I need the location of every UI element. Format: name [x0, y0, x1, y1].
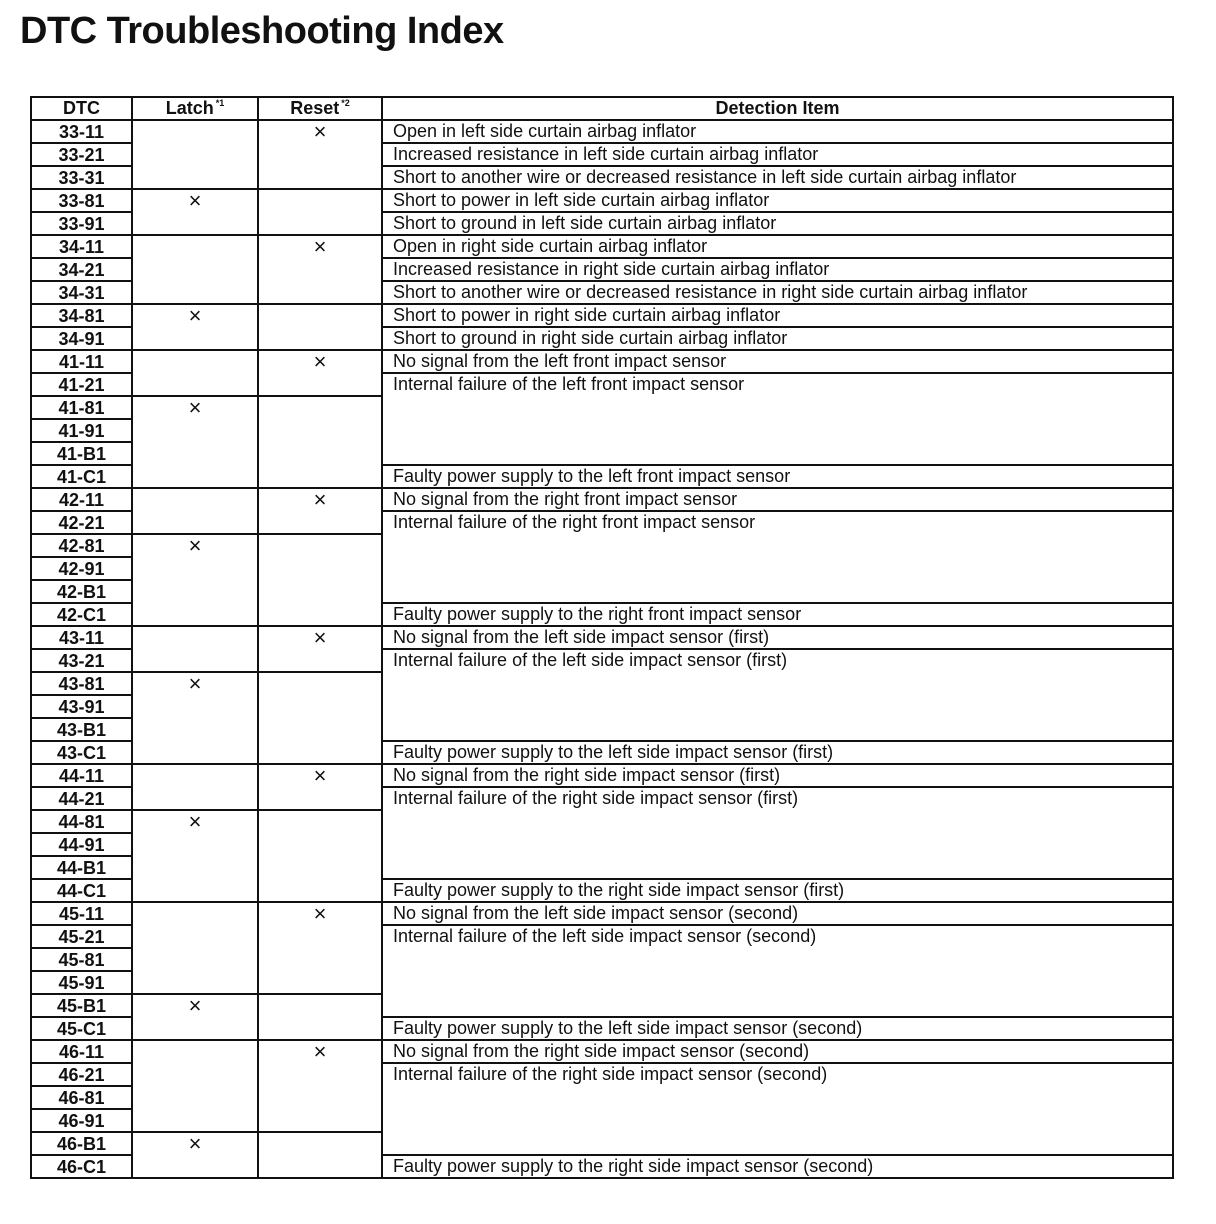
dtc-code: 34-21	[31, 258, 132, 281]
table-row	[31, 856, 1173, 879]
dtc-code: 44-81	[31, 810, 132, 833]
detection-item: Open in right side curtain airbag inflator	[382, 235, 1173, 258]
table-row	[31, 258, 1173, 281]
latch-mark	[132, 948, 258, 971]
latch-mark	[132, 281, 258, 304]
detection-item: Internal failure of the right side impact sensor (second)	[382, 1063, 1173, 1086]
dtc-code: 44-91	[31, 833, 132, 856]
dtc-code: 43-11	[31, 626, 132, 649]
header-dtc	[31, 97, 132, 120]
reset-mark	[258, 511, 382, 534]
dtc-code: 46-C1	[31, 1155, 132, 1178]
dtc-code: 44-B1	[31, 856, 132, 879]
dtc-code: 42-C1	[31, 603, 132, 626]
table-row	[31, 281, 1173, 304]
dtc-code: 46-81	[31, 1086, 132, 1109]
latch-mark	[132, 695, 258, 718]
dtc-code: 41-B1	[31, 442, 132, 465]
reset-mark	[258, 741, 382, 764]
latch-mark	[132, 626, 258, 649]
table-row	[31, 902, 1173, 925]
table-row	[31, 189, 1173, 212]
latch-mark: ×	[132, 1132, 258, 1155]
detection-item	[382, 833, 1173, 856]
detection-item: No signal from the left side impact sensor (first)	[382, 626, 1173, 649]
dtc-code: 42-21	[31, 511, 132, 534]
dtc-code: 45-91	[31, 971, 132, 994]
table-body	[31, 120, 1173, 1178]
dtc-code: 41-C1	[31, 465, 132, 488]
dtc-code: 46-B1	[31, 1132, 132, 1155]
dtc-code: 34-31	[31, 281, 132, 304]
table-row	[31, 764, 1173, 787]
latch-mark	[132, 327, 258, 350]
reset-mark	[258, 1017, 382, 1040]
header-detection-item	[382, 97, 1173, 120]
detection-item: Short to ground in left side curtain airbag inflator	[382, 212, 1173, 235]
table-row	[31, 925, 1173, 948]
table-row	[31, 557, 1173, 580]
reset-mark	[258, 948, 382, 971]
table-row	[31, 511, 1173, 534]
table-row	[31, 879, 1173, 902]
dtc-code: 33-21	[31, 143, 132, 166]
dtc-code: 43-81	[31, 672, 132, 695]
table-row	[31, 143, 1173, 166]
table-row	[31, 695, 1173, 718]
table-row	[31, 649, 1173, 672]
reset-mark	[258, 327, 382, 350]
table-row	[31, 741, 1173, 764]
detection-item: Short to another wire or decreased resistance in right side curtain airbag inflator	[382, 281, 1173, 304]
reset-mark	[258, 304, 382, 327]
latch-mark	[132, 143, 258, 166]
latch-mark	[132, 373, 258, 396]
table-row	[31, 488, 1173, 511]
table-row	[31, 994, 1173, 1017]
latch-mark: ×	[132, 304, 258, 327]
detection-item: Short to power in left side curtain airbag inflator	[382, 189, 1173, 212]
table-row	[31, 396, 1173, 419]
latch-mark	[132, 442, 258, 465]
reset-mark	[258, 603, 382, 626]
dtc-code: 46-21	[31, 1063, 132, 1086]
reset-mark	[258, 189, 382, 212]
page-title: DTC Troubleshooting Index	[20, 10, 504, 52]
dtc-code: 33-81	[31, 189, 132, 212]
detection-item: Short to another wire or decreased resistance in left side curtain airbag inflator	[382, 166, 1173, 189]
table-row	[31, 948, 1173, 971]
latch-mark	[132, 212, 258, 235]
table-row	[31, 212, 1173, 235]
table-row	[31, 166, 1173, 189]
latch-mark	[132, 419, 258, 442]
detection-item	[382, 971, 1173, 994]
latch-mark: ×	[132, 994, 258, 1017]
detection-item: Faulty power supply to the left side impact sensor (second)	[382, 1017, 1173, 1040]
dtc-code: 46-91	[31, 1109, 132, 1132]
latch-mark: ×	[132, 396, 258, 419]
detection-item: No signal from the right front impact sensor	[382, 488, 1173, 511]
reset-mark	[258, 718, 382, 741]
latch-mark	[132, 258, 258, 281]
detection-item	[382, 718, 1173, 741]
table-row	[31, 120, 1173, 143]
dtc-code: 34-11	[31, 235, 132, 258]
header-reset	[258, 97, 382, 120]
reset-mark	[258, 442, 382, 465]
reset-mark	[258, 534, 382, 557]
dtc-code: 41-81	[31, 396, 132, 419]
dtc-index-table	[30, 96, 1174, 1179]
reset-mark	[258, 143, 382, 166]
latch-mark	[132, 925, 258, 948]
detection-item	[382, 994, 1173, 1017]
dtc-code: 42-11	[31, 488, 132, 511]
detection-item	[382, 534, 1173, 557]
table-row	[31, 327, 1173, 350]
reset-mark: ×	[258, 1040, 382, 1063]
reset-mark	[258, 971, 382, 994]
latch-mark: ×	[132, 810, 258, 833]
latch-mark	[132, 1155, 258, 1178]
reset-mark	[258, 672, 382, 695]
latch-mark	[132, 557, 258, 580]
detection-item: No signal from the right side impact sensor (first)	[382, 764, 1173, 787]
header-detection-item-label: Detection Item	[715, 98, 840, 118]
reset-mark	[258, 856, 382, 879]
dtc-code: 44-C1	[31, 879, 132, 902]
reset-mark: ×	[258, 902, 382, 925]
reset-mark	[258, 810, 382, 833]
reset-mark	[258, 879, 382, 902]
detection-item: Internal failure of the left side impact sensor (second)	[382, 925, 1173, 948]
reset-mark	[258, 281, 382, 304]
detection-item	[382, 396, 1173, 419]
reset-mark	[258, 994, 382, 1017]
reset-mark	[258, 212, 382, 235]
latch-mark	[132, 603, 258, 626]
table-row	[31, 465, 1173, 488]
dtc-code: 43-91	[31, 695, 132, 718]
dtc-code: 43-B1	[31, 718, 132, 741]
table-row	[31, 419, 1173, 442]
table-row	[31, 350, 1173, 373]
dtc-code: 43-21	[31, 649, 132, 672]
detection-item	[382, 810, 1173, 833]
dtc-code: 44-21	[31, 787, 132, 810]
dtc-code: 33-91	[31, 212, 132, 235]
latch-mark	[132, 833, 258, 856]
dtc-code: 34-91	[31, 327, 132, 350]
reset-mark	[258, 833, 382, 856]
detection-item: Internal failure of the left side impact sensor (first)	[382, 649, 1173, 672]
header-dtc-label: DTC	[63, 98, 100, 118]
detection-item	[382, 856, 1173, 879]
reset-mark	[258, 166, 382, 189]
table-row	[31, 534, 1173, 557]
header-reset-label: Reset	[290, 98, 340, 118]
latch-mark	[132, 787, 258, 810]
table-row	[31, 1086, 1173, 1109]
dtc-code: 45-B1	[31, 994, 132, 1017]
dtc-code: 34-81	[31, 304, 132, 327]
reset-mark: ×	[258, 764, 382, 787]
detection-item	[382, 419, 1173, 442]
reset-mark	[258, 396, 382, 419]
detection-item: Internal failure of the right side impact sensor (first)	[382, 787, 1173, 810]
dtc-code: 41-21	[31, 373, 132, 396]
latch-mark	[132, 764, 258, 787]
dtc-code: 45-11	[31, 902, 132, 925]
table-row	[31, 672, 1173, 695]
table-row	[31, 1040, 1173, 1063]
reset-mark: ×	[258, 120, 382, 143]
table-row	[31, 442, 1173, 465]
detection-item	[382, 695, 1173, 718]
detection-item	[382, 948, 1173, 971]
latch-mark	[132, 1109, 258, 1132]
table-row	[31, 810, 1173, 833]
latch-mark	[132, 856, 258, 879]
reset-mark	[258, 1109, 382, 1132]
detection-item: Short to power in right side curtain airbag inflator	[382, 304, 1173, 327]
detection-item: No signal from the right side impact sensor (second)	[382, 1040, 1173, 1063]
detection-item: Internal failure of the left front impact sensor	[382, 373, 1173, 396]
reset-mark	[258, 373, 382, 396]
latch-mark	[132, 971, 258, 994]
latch-mark	[132, 879, 258, 902]
latch-mark	[132, 1017, 258, 1040]
detection-item: Faulty power supply to the left side impact sensor (first)	[382, 741, 1173, 764]
dtc-code: 41-91	[31, 419, 132, 442]
table-row	[31, 580, 1173, 603]
reset-mark: ×	[258, 626, 382, 649]
reset-mark	[258, 787, 382, 810]
detection-item	[382, 1109, 1173, 1132]
reset-mark	[258, 695, 382, 718]
table-row	[31, 1132, 1173, 1155]
table-row	[31, 373, 1173, 396]
detection-item	[382, 1086, 1173, 1109]
dtc-code: 45-C1	[31, 1017, 132, 1040]
latch-mark	[132, 649, 258, 672]
detection-item	[382, 672, 1173, 695]
reset-mark	[258, 580, 382, 603]
header-latch	[132, 97, 258, 120]
latch-mark	[132, 511, 258, 534]
reset-mark	[258, 1132, 382, 1155]
detection-item: No signal from the left side impact sensor (second)	[382, 902, 1173, 925]
latch-mark	[132, 741, 258, 764]
latch-mark: ×	[132, 534, 258, 557]
reset-mark	[258, 1086, 382, 1109]
detection-item: Internal failure of the right front impact sensor	[382, 511, 1173, 534]
dtc-code: 45-21	[31, 925, 132, 948]
dtc-code: 42-91	[31, 557, 132, 580]
dtc-code: 33-31	[31, 166, 132, 189]
reset-mark: ×	[258, 235, 382, 258]
reset-mark	[258, 1063, 382, 1086]
detection-item: Short to ground in right side curtain airbag inflator	[382, 327, 1173, 350]
reset-mark	[258, 1155, 382, 1178]
reset-mark: ×	[258, 488, 382, 511]
detection-item: Faulty power supply to the right side impact sensor (second)	[382, 1155, 1173, 1178]
reset-mark	[258, 419, 382, 442]
table-row	[31, 787, 1173, 810]
latch-footnote-mark: *1	[215, 98, 225, 108]
detection-item: Faulty power supply to the left front impact sensor	[382, 465, 1173, 488]
reset-mark	[258, 649, 382, 672]
latch-mark	[132, 1063, 258, 1086]
table-row	[31, 833, 1173, 856]
header-latch-label: Latch	[165, 98, 214, 118]
detection-item: Increased resistance in right side curtain airbag inflator	[382, 258, 1173, 281]
latch-mark	[132, 166, 258, 189]
latch-mark	[132, 1086, 258, 1109]
reset-mark: ×	[258, 350, 382, 373]
reset-footnote-mark: *2	[341, 98, 350, 108]
table-row	[31, 1063, 1173, 1086]
table-row	[31, 235, 1173, 258]
latch-mark	[132, 120, 258, 143]
detection-item: Open in left side curtain airbag inflator	[382, 120, 1173, 143]
latch-mark	[132, 718, 258, 741]
table-row	[31, 718, 1173, 741]
table-row	[31, 971, 1173, 994]
table-header-row	[31, 97, 1173, 120]
dtc-code: 46-11	[31, 1040, 132, 1063]
latch-mark	[132, 580, 258, 603]
dtc-code: 43-C1	[31, 741, 132, 764]
table-row	[31, 603, 1173, 626]
table-row	[31, 304, 1173, 327]
dtc-code: 41-11	[31, 350, 132, 373]
reset-mark	[258, 925, 382, 948]
latch-mark: ×	[132, 189, 258, 212]
dtc-code: 44-11	[31, 764, 132, 787]
table-row	[31, 1109, 1173, 1132]
dtc-code: 42-B1	[31, 580, 132, 603]
latch-mark	[132, 235, 258, 258]
latch-mark	[132, 488, 258, 511]
detection-item: Faulty power supply to the right front impact sensor	[382, 603, 1173, 626]
detection-item	[382, 442, 1173, 465]
dtc-code: 45-81	[31, 948, 132, 971]
table-row	[31, 1017, 1173, 1040]
reset-mark	[258, 465, 382, 488]
reset-mark	[258, 557, 382, 580]
dtc-code: 42-81	[31, 534, 132, 557]
table-row	[31, 1155, 1173, 1178]
detection-item	[382, 1132, 1173, 1155]
latch-mark: ×	[132, 672, 258, 695]
latch-mark	[132, 902, 258, 925]
reset-mark	[258, 258, 382, 281]
detection-item: Increased resistance in left side curtain airbag inflator	[382, 143, 1173, 166]
latch-mark	[132, 350, 258, 373]
detection-item	[382, 580, 1173, 603]
latch-mark	[132, 1040, 258, 1063]
table-row	[31, 626, 1173, 649]
detection-item	[382, 557, 1173, 580]
detection-item: Faulty power supply to the right side impact sensor (first)	[382, 879, 1173, 902]
dtc-code: 33-11	[31, 120, 132, 143]
latch-mark	[132, 465, 258, 488]
detection-item: No signal from the left front impact sensor	[382, 350, 1173, 373]
